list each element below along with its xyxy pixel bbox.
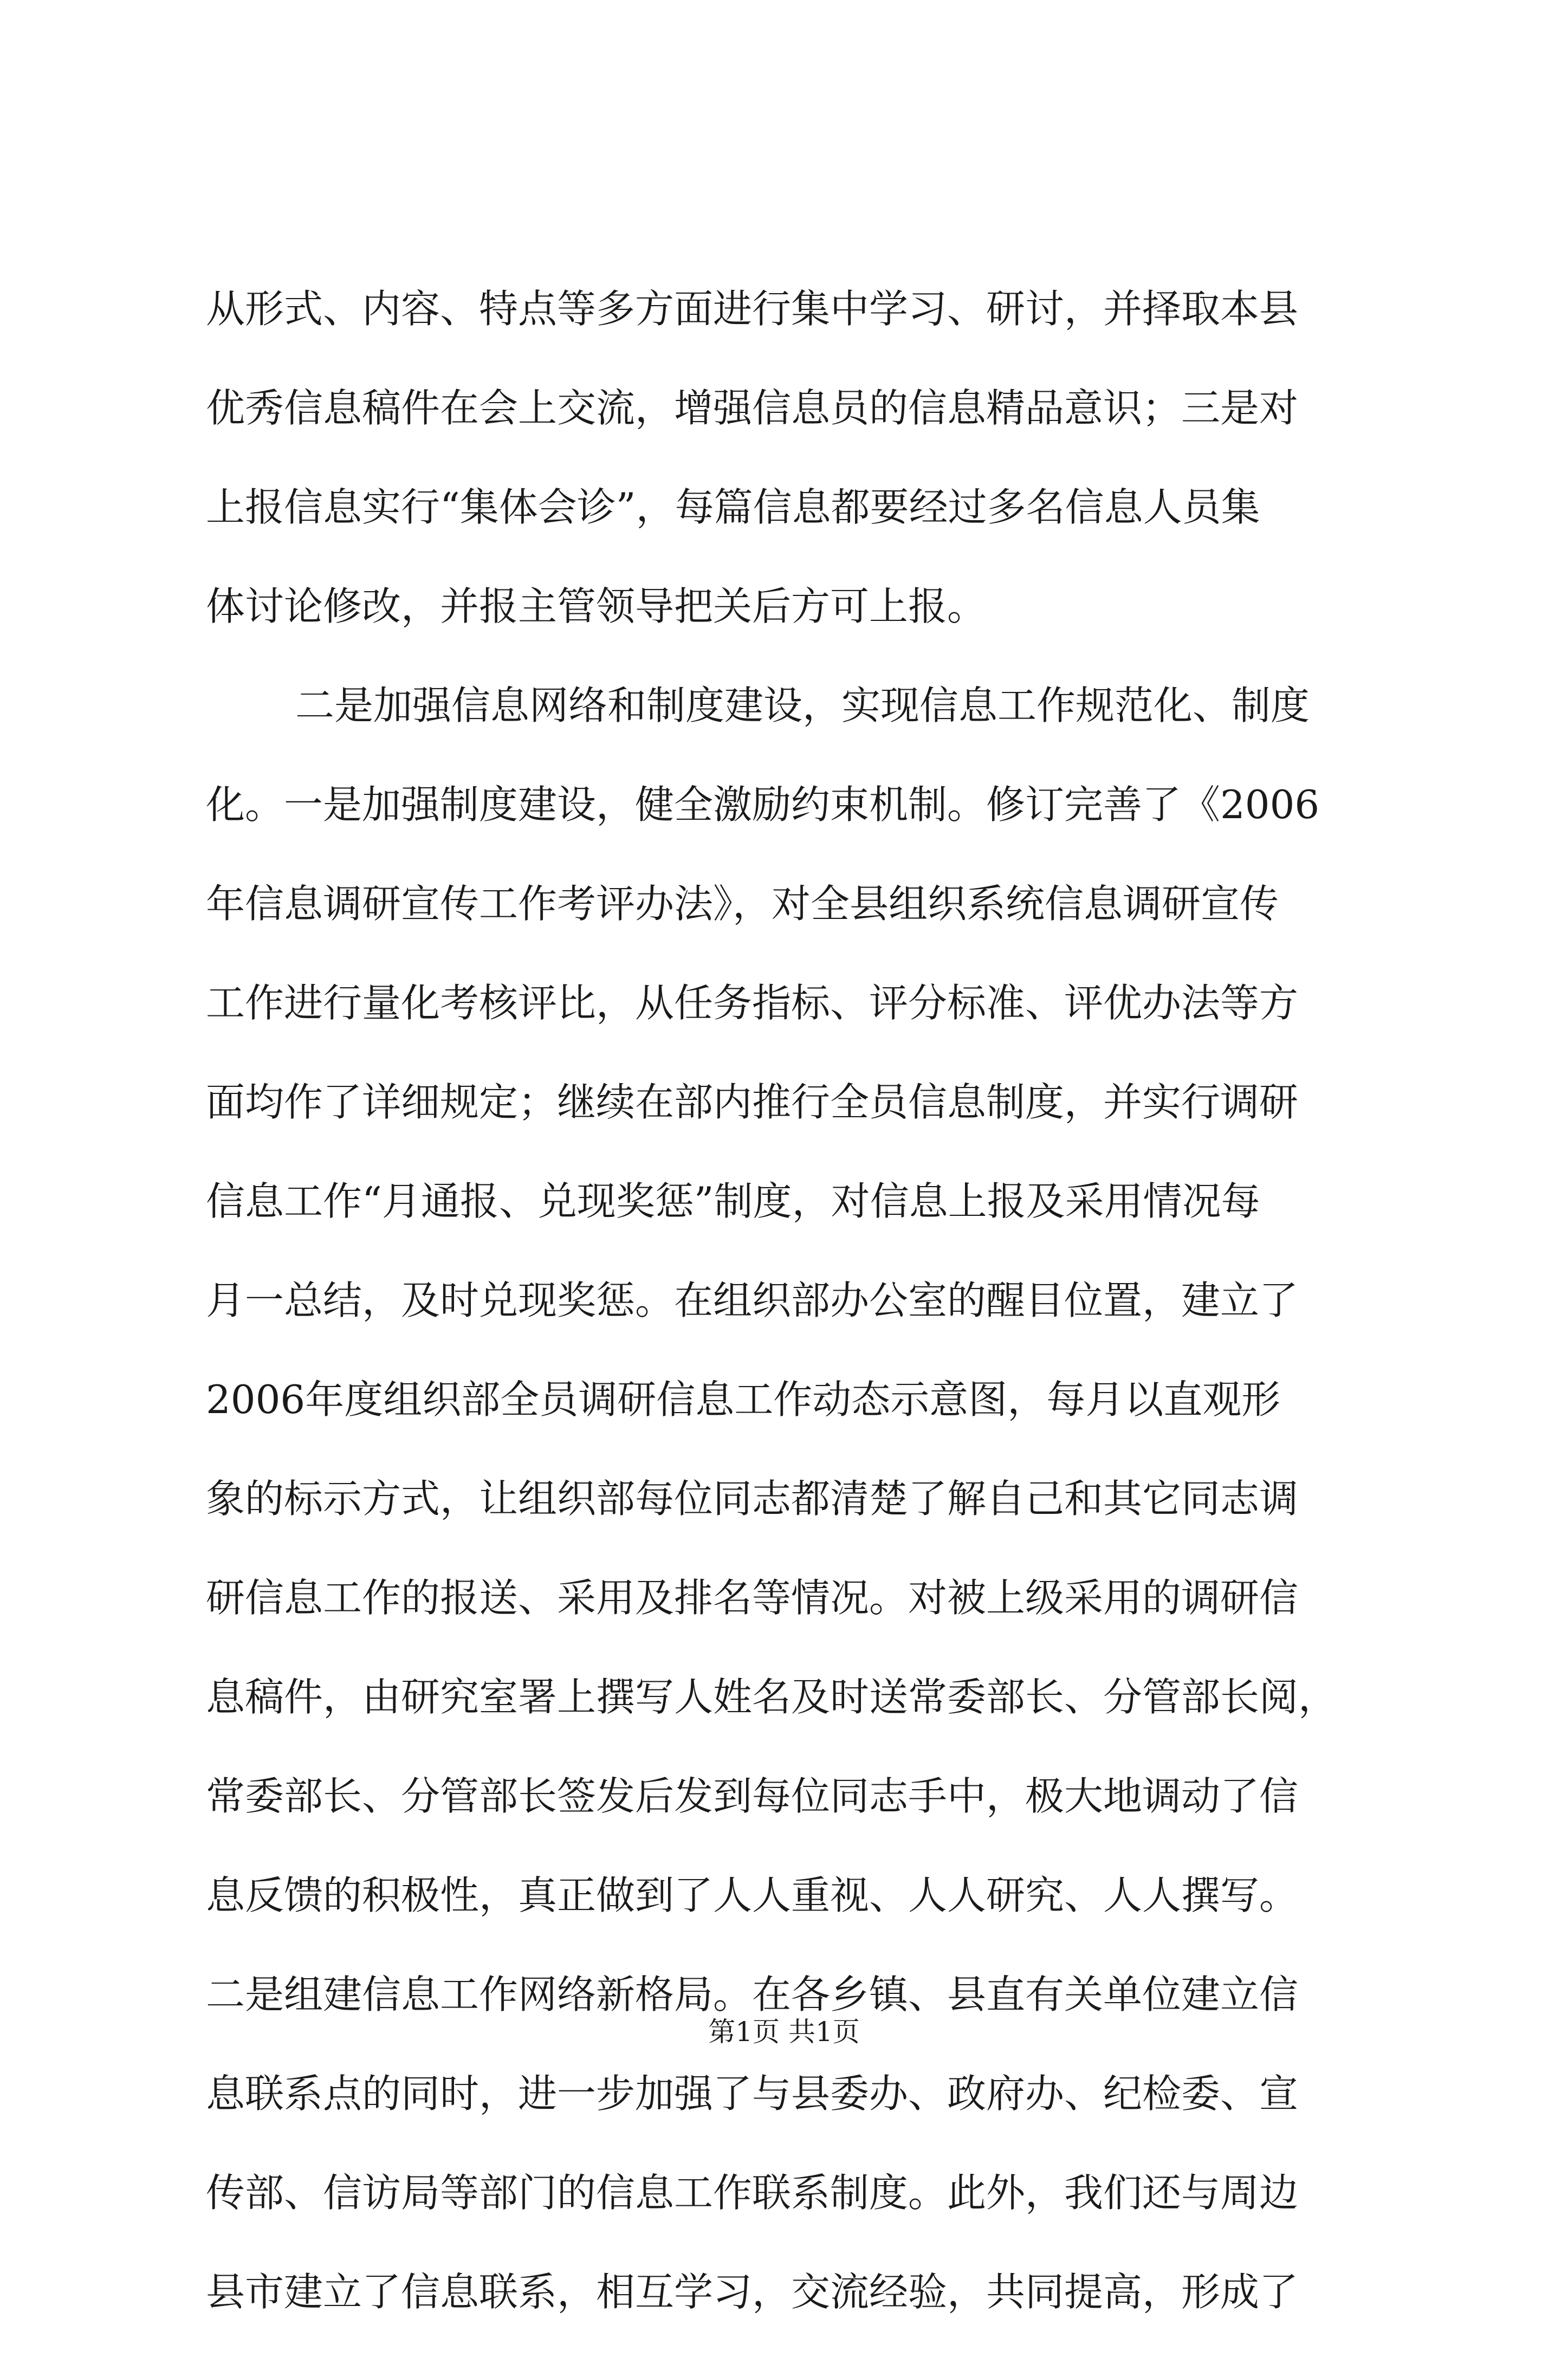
text-line: 息联系点的同时，进一步加强了与县委办、政府办、纪检委、宣	[206, 2071, 1299, 2116]
text-line: 县市建立了信息联系，相互学习，交流经验，共同提高，形成了	[206, 2269, 1299, 2315]
text-line: 工作进行量化考核评比，从任务指标、评分标准、评优办法等方	[206, 980, 1299, 1026]
text-line: 信息工作“月通报、兑现奖惩”制度，对信息上报及采用情况每	[206, 1178, 1260, 1224]
text-line: 息反馈的积极性，真正做到了人人重视、人人研究、人人撰写。	[206, 1873, 1299, 1918]
page-number-footer: 第1页 共1页	[708, 2016, 860, 2048]
text-line: 研信息工作的报送、采用及排名等情况。对被上级采用的调研信	[206, 1575, 1299, 1621]
text-line: 象的标示方式，让组织部每位同志都清楚了解自己和其它同志调	[206, 1476, 1299, 1521]
text-line: 优秀信息稿件在会上交流，增强信息员的信息精品意识；三是对	[206, 385, 1299, 431]
text-line: 体讨论修改，并报主管领导把关后方可上报。	[206, 584, 987, 629]
text-line: 上报信息实行“集体会诊”，每篇信息都要经过多名信息人员集	[206, 484, 1260, 530]
text-line: 2006年度组织部全员调研信息工作动态示意图，每月以直观形	[206, 1377, 1281, 1422]
text-line: 化。一是加强制度建设，健全激励约束机制。修订完善了《2006	[206, 782, 1320, 827]
text-line: 面均作了详细规定；继续在部内推行全员信息制度，并实行调研	[206, 1079, 1299, 1125]
text-line: 月一总结，及时兑现奖惩。在组织部办公室的醒目位置，建立了	[206, 1278, 1299, 1323]
text-line: 从形式、内容、特点等多方面进行集中学习、研讨，并择取本县	[206, 286, 1299, 332]
text-line: 传部、信访局等部门的信息工作联系制度。此外，我们还与周边	[206, 2170, 1299, 2216]
text-line: 常委部长、分管部长签发后发到每位同志手中，极大地调动了信	[206, 1773, 1299, 1819]
text-line: 年信息调研宣传工作考评办法》，对全县组织系统信息调研宣传	[206, 881, 1279, 927]
text-line: 二是组建信息工作网络新格局。在各乡镇、县直有关单位建立信	[206, 1972, 1299, 2017]
paragraph-start-line: 二是加强信息网络和制度建设，实现信息工作规范化、制度	[295, 683, 1310, 728]
text-line: 息稿件，由研究室署上撰写人姓名及时送常委部长、分管部长阅，	[206, 1674, 1338, 1720]
document-body	[206, 282, 1365, 2364]
